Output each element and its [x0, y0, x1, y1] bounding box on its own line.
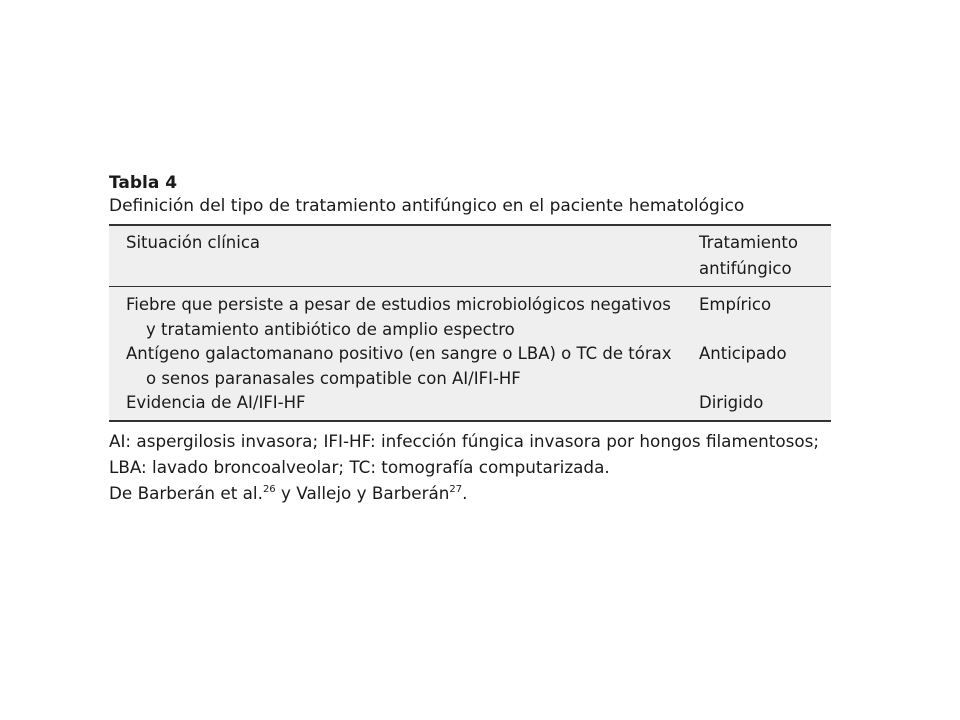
cell-situation-text: Fiebre que persiste a pesar de estudios microbiológicos negativos y tratamiento antibiótico de amplio espectro [126, 295, 671, 339]
table-caption: Definición del tipo de tratamiento antifúngico en el paciente hematológico [109, 196, 745, 216]
header-tratamiento-antifungico: Tratamiento antifúngico [699, 233, 798, 278]
cell-treatment: Empírico [699, 295, 772, 314]
cell-situation-text: Antígeno galactomanano positivo (en sangre o LBA) o TC de tórax o senos paranasales compatible con AI/IFI-HF [126, 344, 672, 388]
table-row [109, 293, 831, 342]
reference-26: 26 [262, 483, 276, 495]
cell-treatment: Dirigido [699, 393, 764, 412]
source-text-3: . [462, 482, 468, 503]
cell-situation [109, 391, 681, 416]
table-4 [109, 172, 831, 506]
table-footnotes [109, 428, 831, 506]
table-label: Tabla 4 [109, 173, 178, 193]
table-row [109, 391, 831, 416]
table-row [109, 342, 831, 391]
table-header-row [109, 226, 831, 287]
source-text-1: De Barberán et al. [109, 482, 263, 503]
source-text-2: y Vallejo y Barberán [275, 482, 450, 503]
treatment-table [109, 224, 831, 422]
reference-27: 27 [449, 483, 463, 495]
source-note [109, 480, 831, 506]
cell-situation [109, 293, 681, 342]
abbreviations-note: AI: aspergilosis invasora; IFI-HF: infección fúngica invasora por hongos filamentosos; LBA: lavado broncoalveolar; TC: tomografía computarizada. [109, 430, 820, 477]
cell-situation [109, 342, 681, 391]
cell-treatment: Anticipado [699, 344, 787, 363]
table-body [109, 287, 831, 420]
header-situacion-clinica: Situación clínica [126, 233, 261, 252]
cell-situation-text: Evidencia de AI/IFI-HF [126, 393, 306, 412]
